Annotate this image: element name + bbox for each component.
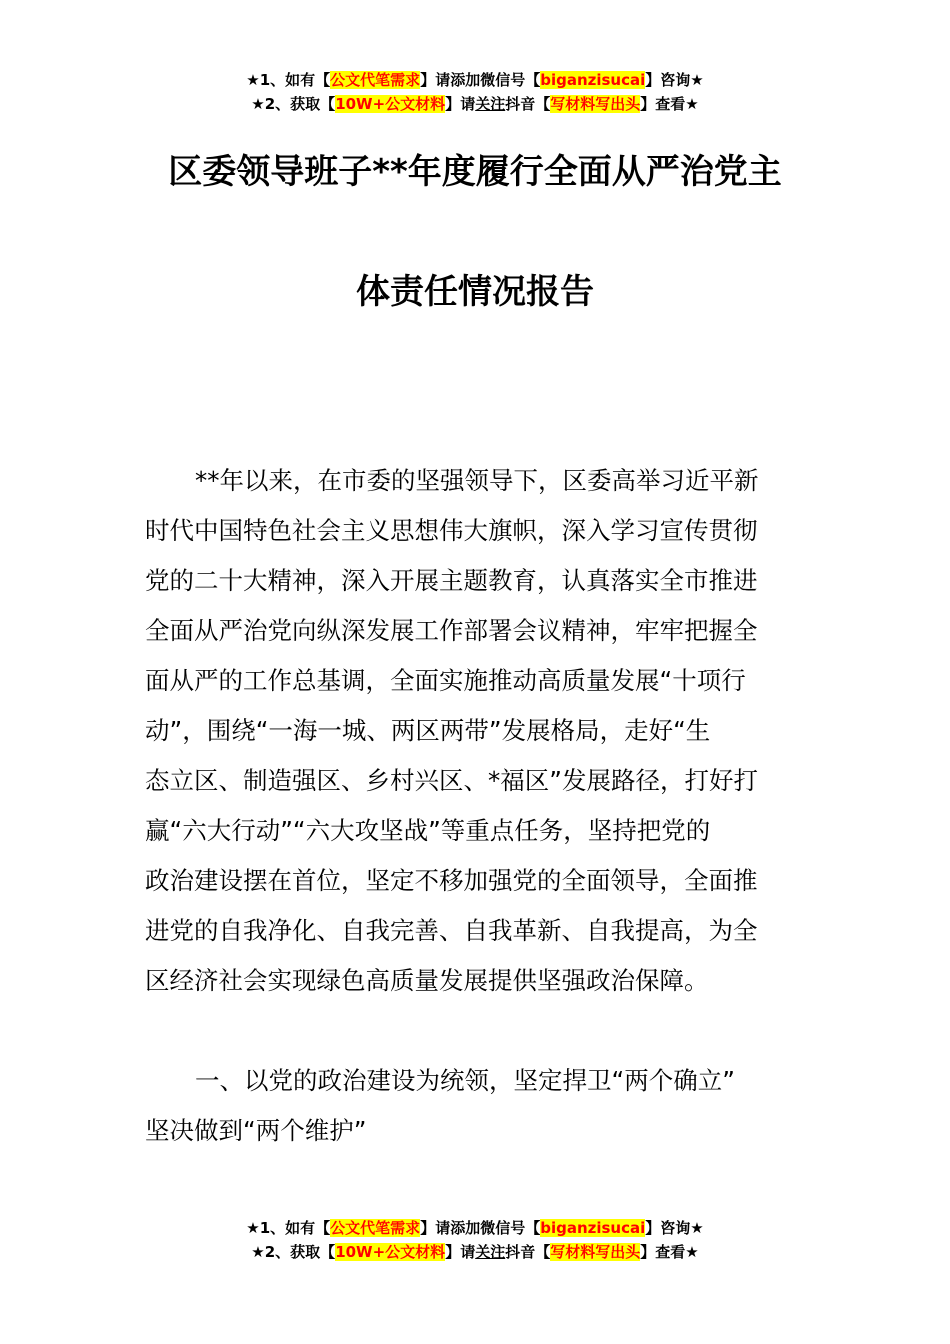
highlight-wechat-id: biganzisucai bbox=[540, 71, 646, 89]
paragraph-line: 赢“六大行动”“六大攻坚战”等重点任务，坚持把党的 bbox=[145, 816, 711, 845]
paragraph-line: 区经济社会实现绿色高质量发展提供坚强政治保障。 bbox=[145, 966, 709, 995]
paragraph-line: 态立区、制造强区、乡村兴区、*福区”发展路径，打好打 bbox=[145, 766, 758, 795]
highlight-service: 公文代笔需求 bbox=[330, 71, 421, 89]
document-title-line-2: 体责任情况报告 bbox=[356, 272, 594, 312]
paragraph-line: 政治建设摆在首位，坚定不移加强党的全面领导，全面推 bbox=[145, 866, 758, 895]
highlight-douyin-account: 写材料写出头 bbox=[550, 1243, 641, 1261]
banner-line-2: ★2、获取【10W+公文材料】请关注抖音【写材料写出头】查看★ bbox=[251, 95, 699, 113]
paragraph-line: 全面从严治党向纵深发展工作部署会议精神，牢牢把握全 bbox=[145, 616, 758, 645]
paragraph-line: **年以来，在市委的坚强领导下，区委高举习近平新 bbox=[195, 466, 759, 495]
highlight-materials: 10W+公文材料 bbox=[335, 95, 446, 113]
header-banner bbox=[0, 68, 950, 116]
paragraph-line: 动”，围绕“一海一城、两区两带”发展格局，走好“生 bbox=[145, 716, 711, 745]
paragraph-line: 进党的自我净化、自我完善、自我革新、自我提高，为全 bbox=[145, 916, 758, 945]
section-heading-line-1: 一、以党的政治建设为统领，坚定捍卫“两个确立” bbox=[195, 1066, 735, 1095]
section-heading-line-2: 坚决做到“两个维护” bbox=[145, 1116, 367, 1145]
highlight-materials: 10W+公文材料 bbox=[335, 1243, 446, 1261]
paragraph-line: 面从严的工作总基调，全面实施推动高质量发展“十项行 bbox=[145, 666, 746, 695]
underline-follow: 关注 bbox=[475, 1243, 506, 1261]
banner-line-1: ★1、如有【公文代笔需求】请添加微信号【biganzisucai】咨询★ bbox=[246, 71, 704, 89]
banner-line-1: ★1、如有【公文代笔需求】请添加微信号【biganzisucai】咨询★ bbox=[246, 1219, 704, 1237]
footer-banner bbox=[0, 1216, 950, 1264]
document-title-line-1: 区委领导班子**年度履行全面从严治党主 bbox=[168, 152, 782, 192]
paragraph-line: 党的二十大精神，深入开展主题教育，认真落实全市推进 bbox=[145, 566, 758, 595]
highlight-douyin-account: 写材料写出头 bbox=[550, 95, 641, 113]
highlight-wechat-id: biganzisucai bbox=[540, 1219, 646, 1237]
paragraph-line: 时代中国特色社会主义思想伟大旗帜，深入学习宣传贯彻 bbox=[145, 516, 758, 545]
underline-follow: 关注 bbox=[475, 95, 506, 113]
banner-line-2: ★2、获取【10W+公文材料】请关注抖音【写材料写出头】查看★ bbox=[251, 1243, 699, 1261]
highlight-service: 公文代笔需求 bbox=[330, 1219, 421, 1237]
